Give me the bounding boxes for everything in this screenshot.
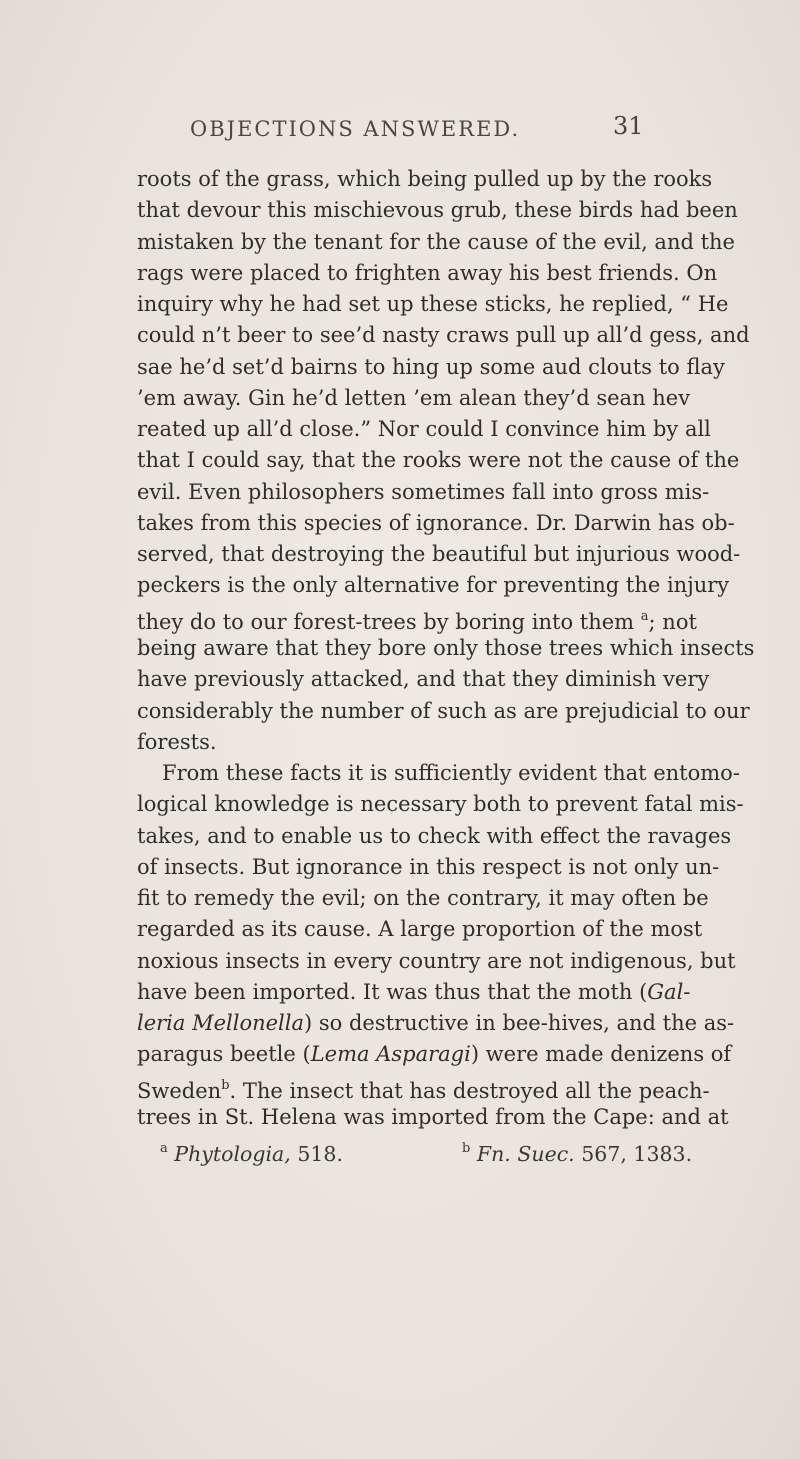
paragraph-start-line: From these facts it is sufficiently evident that entomo- (162, 761, 740, 786)
text-segment: they do to our forest-trees by boring into them (137, 609, 635, 634)
text-segment: have been imported. It was thus that the moth ( (137, 979, 648, 1004)
text-line: fit to remedy the evil; on the contrary, it may often be (137, 886, 709, 911)
text-line-with-footnote (137, 604, 697, 635)
text-line: logical knowledge is necessary both to prevent fatal mis- (137, 792, 744, 817)
text-line: forests. (137, 729, 217, 754)
italic-segment: Lema Asparagi (310, 1042, 471, 1067)
text-line: that devour this mischievous grub, these birds had been (137, 198, 738, 223)
italic-segment: leria Mellonella (137, 1011, 305, 1036)
text-line: rags were placed to frighten away his best friends. On (137, 260, 718, 285)
text-segment: Sweden (137, 1078, 222, 1103)
running-head: OBJECTIONS ANSWERED. (190, 117, 521, 141)
text-line: served, that destroying the beautiful but injurious wood- (137, 542, 741, 567)
page-number: 31 (613, 112, 644, 140)
text-line: ’em away. Gin he’d letten ’em alean they’d sean hev (137, 385, 691, 410)
italic-segment: Gal- (647, 979, 691, 1004)
footnote-ref-a: a (640, 608, 649, 624)
text-line: considerably the number of such as are prejudicial to our (137, 698, 750, 723)
text-segment: . The insect that has destroyed all the peach- (229, 1078, 710, 1103)
text-segment: ) so destructive in bee-hives, and the as- (304, 1011, 735, 1036)
footnote-b (462, 1141, 692, 1166)
text-line: reated up all’d close.” Nor could I convince him by all (137, 417, 711, 442)
text-line: could n’t beer to see’d nasty craws pull up all’d gess, and (137, 323, 750, 348)
text-segment: paragus beetle ( (137, 1042, 311, 1067)
text-line (137, 1041, 732, 1067)
footnote-b-source: Fn. Suec. (476, 1142, 575, 1167)
text-line: trees in St. Helena was imported from the Cape: and at (137, 1105, 729, 1129)
text-line (137, 1073, 710, 1104)
text-line: being aware that they bore only those trees which insects (137, 636, 755, 660)
text-line: have previously attacked, and that they diminish very (137, 667, 710, 692)
footnote-mark-b: b (462, 1141, 471, 1157)
footnote-mark-a: a (160, 1141, 168, 1157)
text-line: sae he’d set’d bairns to hing up some aud clouts to flay (137, 354, 725, 379)
text-line: regarded as its cause. A large proportion of the most (137, 917, 703, 942)
text-line (137, 979, 691, 1005)
text-line: that I could say, that the rooks were not the cause of the (137, 448, 740, 473)
footnote-a-page: 518. (297, 1142, 343, 1167)
footnote-b-pages: 567, 1383. (581, 1142, 693, 1167)
text-line: inquiry why he had set up these sticks, he replied, “ He (137, 292, 729, 317)
text-line: takes, and to enable us to check with effect the ravages (137, 823, 732, 848)
text-line: evil. Even philosophers sometimes fall into gross mis- (137, 479, 710, 504)
text-line: peckers is the only alternative for preventing the injury (137, 573, 730, 598)
footnote-a (160, 1142, 343, 1166)
text-line: mistaken by the tenant for the cause of the evil, and the (137, 229, 735, 254)
text-line: takes from this species of ignorance. Dr. Darwin has ob- (137, 510, 735, 535)
text-line: of insects. But ignorance in this respect is not only un- (137, 854, 720, 879)
text-line (137, 1010, 735, 1036)
text-line: roots of the grass, which being pulled up by the rooks (137, 167, 713, 191)
footnote-a-source: Phytologia, (174, 1142, 291, 1167)
text-segment: ) were made denizens of (470, 1042, 732, 1067)
footnote-ref-b: b (221, 1077, 230, 1093)
text-line: noxious insects in every country are not indigenous, but (137, 948, 736, 973)
text-segment: ; not (648, 609, 697, 634)
footnotes (160, 1141, 693, 1167)
